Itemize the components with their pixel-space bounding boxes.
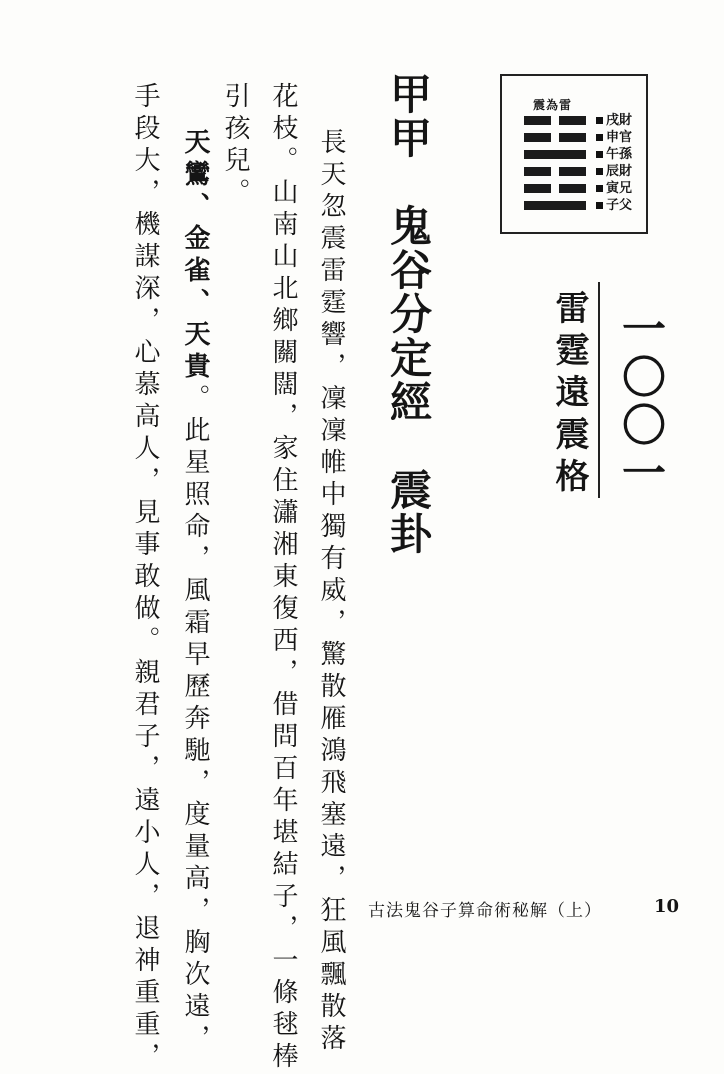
body-column-2: 花枝。山南山北鄉關闊，家住瀟湘東復西，借問百年堪結子，一條毬棒 <box>268 82 298 1074</box>
bullet-icon <box>596 134 603 141</box>
bullet-icon <box>596 117 603 124</box>
page-number: 10 <box>654 896 680 917</box>
hexagram-line <box>524 167 586 176</box>
section-heading: 甲甲 鬼谷分定經 震卦 <box>384 72 433 556</box>
yao-label: 戌財 <box>596 113 632 128</box>
yao-label: 子父 <box>596 198 632 213</box>
chapter-title: 雷霆遠震格 <box>549 290 589 500</box>
body-column-3: 引孩兒。 <box>220 82 250 210</box>
hexagram-line <box>524 184 586 193</box>
star-names: 天鸞、金雀、天貴 <box>180 128 210 384</box>
bullet-icon <box>596 168 603 175</box>
body-column-4 <box>180 128 210 1056</box>
yao-label: 辰財 <box>596 164 632 179</box>
body-column-5: 手段大，機謀深，心慕高人，見事敢做。親君子，遠小人，退神重重， <box>130 82 160 1074</box>
chapter-divider <box>598 282 600 498</box>
yao-label: 午孫 <box>596 147 632 162</box>
yao-label: 申官 <box>596 130 632 145</box>
hexagram-line <box>524 133 586 142</box>
bullet-icon <box>596 202 603 209</box>
body-column-1: 長天忽震雷霆響，凜凜帷中獨有威，驚散雁鴻飛塞遠，狂風飄散落 <box>316 128 346 1056</box>
body-column-4-text: 。此星照命，風霜早歷奔馳，度量高，胸次遠， <box>180 384 210 1056</box>
chapter-number: 一〇〇一 <box>614 306 665 498</box>
hexagram-line <box>524 201 586 210</box>
yao-label: 寅兄 <box>596 181 632 196</box>
bullet-icon <box>596 151 603 158</box>
book-title: 古法鬼谷子算命術秘解（上） <box>368 901 602 921</box>
hexagram-line <box>524 116 586 125</box>
hexagram-name: 震為雷 <box>533 98 573 112</box>
hexagram-line <box>524 150 586 159</box>
bullet-icon <box>596 185 603 192</box>
